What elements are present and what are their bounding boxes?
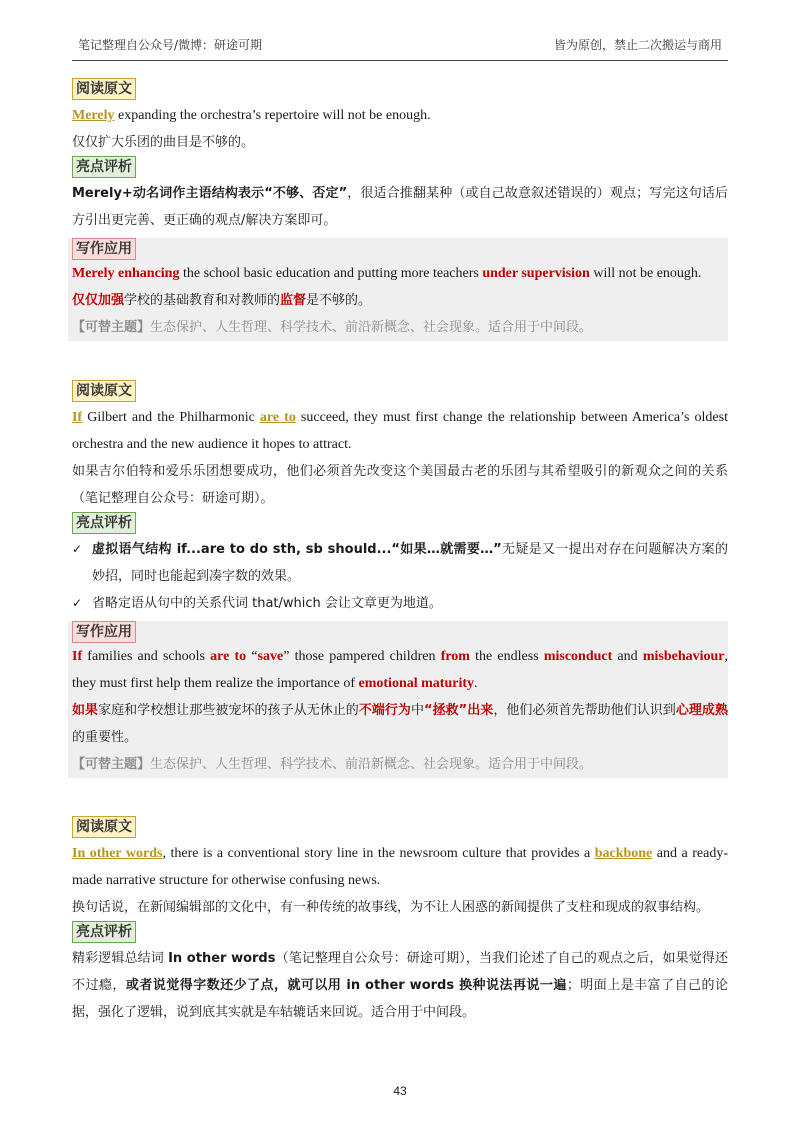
section-2 xyxy=(72,380,728,778)
header-left: 笔记整理自公众号/微博：研途可期 xyxy=(78,38,263,52)
header-rule xyxy=(72,60,728,61)
writing-application xyxy=(68,238,728,341)
tag-write: 写作应用 xyxy=(72,621,136,643)
original-sentence: Merely expanding the orchestra’s repertoire will not be enough. xyxy=(72,108,431,123)
alternative-topics: 【可替主题】生态保护、人生哲理、科学技术、前沿新概念、社会现象。适合用于中间段。 xyxy=(72,757,593,772)
writing-example-en: If families and schools are to “save” those pampered children from the endless misconduct and misbehaviour, they must first help them realize the importance of emotional maturity. xyxy=(72,649,729,691)
tag-read-original: 阅读原文 xyxy=(72,380,136,402)
translation: 换句话说，在新闻编辑部的文化中，有一种传统的故事线，为不让人困惑的新闻提供了支柱和现成的叙事结构。 xyxy=(72,900,710,915)
tag-highlight: 亮点评析 xyxy=(72,512,136,534)
section-1 xyxy=(72,78,728,341)
highlight-point-1: ✓ 虚拟语气结构 if...are to do sth, sb should...“如果…就需要…”无疑是又一提出对存在问题解决方案的妙招，同时也能起到凑字数的效果。 xyxy=(72,536,728,590)
tag-highlight: 亮点评析 xyxy=(72,921,136,943)
writing-application xyxy=(68,621,728,778)
tag-read-original: 阅读原文 xyxy=(72,816,136,838)
writing-example-zh: 如果家庭和学校想让那些被宠坏的孩子从无休止的不端行为中“拯救”出来，他们必须首先帮助他们认识到心理成熟的重要性。 xyxy=(72,703,728,745)
alternative-topics: 【可替主题】生态保护、人生哲理、科学技术、前沿新概念、社会现象。适合用于中间段。 xyxy=(72,320,593,335)
header-right: 皆为原创，禁止二次搬运与商用 xyxy=(553,38,722,52)
section-3 xyxy=(72,816,728,1026)
page-number: 43 xyxy=(393,1084,407,1098)
highlight-analysis: 精彩逻辑总结词 In other words（笔记整理自公众号：研途可期），当我们论述了自己的观点之后，如果觉得还不过瘾，或者说觉得字数还少了点，就可以用 in other words 换种说法再说一遍；明面上是丰富了自己的论据，强化了逻辑，说到底其实就是车轱辘话来回说。适合用于中间段。 xyxy=(72,951,728,1020)
highlight-analysis: Merely+动名词作主语结构表示“不够、否定”，很适合推翻某种（或自己故意叙述错误的）观点；写完这句话后方引出更完善、更正确的观点/解决方案即可。 xyxy=(72,186,728,228)
tag-write: 写作应用 xyxy=(72,238,136,260)
writing-example-zh: 仅仅加强学校的基础教育和对教师的监督是不够的。 xyxy=(72,293,372,308)
tag-read-original: 阅读原文 xyxy=(72,78,136,100)
original-sentence: If Gilbert and the Philharmonic are to succeed, they must first change the relationship between America’s oldest orchestra and the new audience it hopes to attract. xyxy=(72,410,728,452)
highlight-point-2: ✓ 省略定语从句中的关系代词 that/which 会让文章更为地道。 xyxy=(72,590,728,617)
translation: 仅仅扩大乐团的曲目是不够的。 xyxy=(72,135,255,150)
writing-example-en: Merely enhancing the school basic education and putting more teachers under supervision will not be enough. xyxy=(72,266,702,281)
translation: 如果吉尔伯特和爱乐乐团想要成功，他们必须首先改变这个美国最古老的乐团与其希望吸引的新观众之间的关系（笔记整理自公众号：研途可期）。 xyxy=(72,464,728,506)
tag-highlight: 亮点评析 xyxy=(72,156,136,178)
original-sentence: In other words, there is a conventional story line in the newsroom culture that provides a backbone and a ready-made narrative structure for otherwise confusing news. xyxy=(72,846,729,888)
